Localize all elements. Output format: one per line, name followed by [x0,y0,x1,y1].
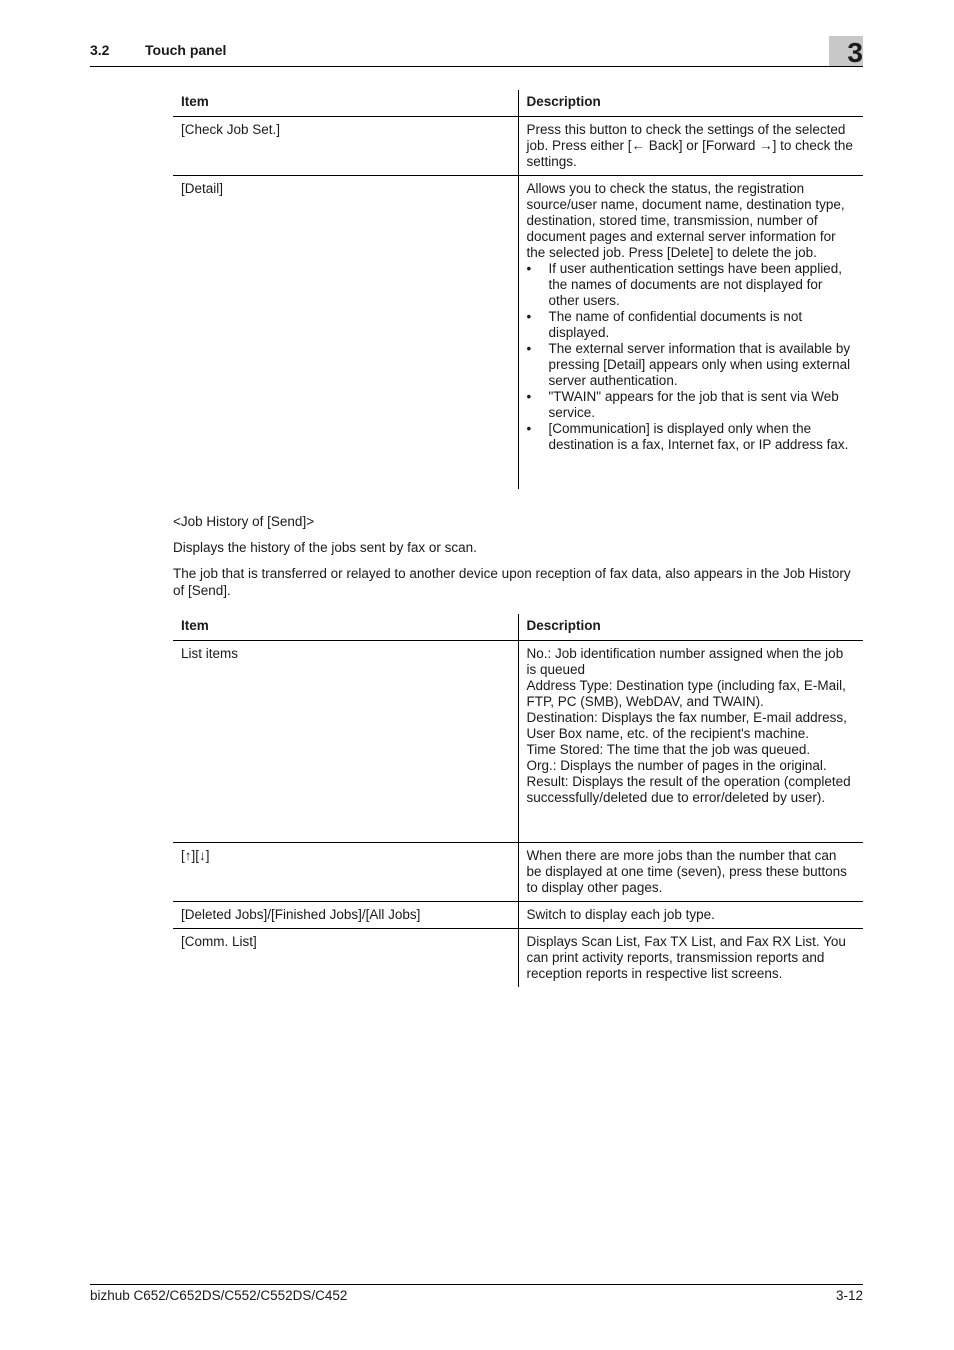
list-item: • "TWAIN" appears for the job that is sent via Web service. [527,389,856,421]
row-description: Displays Scan List, Fax TX List, and Fax RX List. You can print activity reports, transmission reports and reception reports in respective list screens. [526,934,846,981]
list-item: • The external server information that is available by pressing [Detail] appears only when using external server authentication. [527,341,856,389]
row-item: List items [173,641,518,843]
row-item: [Check Job Set.] [173,117,518,176]
page-number: 3-12 [835,1288,863,1303]
section-paragraph-1: Displays the history of the jobs sent by fax or scan. [173,540,477,555]
list-item: • [Communication] is displayed only when the destination is a fax, Internet fax, or IP address fax. [527,421,856,453]
section-heading: <Job History of [Send]> [173,514,315,529]
table-row [173,902,863,929]
row-description [518,641,863,843]
list-item: No.: Job identification number assigned when the job is queued [526,646,844,677]
chapter-number: 3 [829,36,863,66]
table-row [173,641,863,843]
row-item: [Deleted Jobs]/[Finished Jobs]/[All Jobs] [173,902,518,929]
list-item: • The name of confidential documents is not displayed. [527,309,856,341]
table-row [173,843,863,902]
detail-notes-list [527,261,856,453]
row-description [518,176,863,489]
list-item: Destination: Displays the fax number, E-mail address, User Box name, etc. of the recipient's machine. [526,710,847,741]
table-row [173,929,863,988]
column-header-item: Item [173,614,518,641]
row-description: When there are more jobs than the number that can be displayed at one time (seven), press these buttons to display other pages. [518,843,863,902]
detail-table [173,90,863,489]
table-row [173,117,863,176]
list-item: Org.: Displays the number of pages in the original. [526,758,827,773]
list-item: Time Stored: The time that the job was queued. [526,742,811,757]
row-item: [Detail] [173,176,518,489]
column-header-item: Item [173,90,518,117]
send-history-table [173,614,863,987]
row-item: [Comm. List] [173,929,518,988]
row-item: [↑][↓] [173,843,518,902]
section-title: Touch panel [145,42,227,58]
list-item: Address Type: Destination type (including fax, E-Mail, FTP, PC (SMB), WebDAV, and TWAIN). [526,678,846,709]
page-footer [90,1284,863,1303]
row-description: Switch to display each job type. [518,902,863,929]
detail-description-text: Allows you to check the status, the registration source/user name, document name, destination type, destination, stored time, transmission, number of document pages and external server information for the selected job. Press [Delete] to delete the job. [526,181,845,260]
column-header-description: Description [518,614,863,641]
page-header [90,37,863,68]
list-item: • If user authentication settings have been applied, the names of documents are not displayed for other users. [527,261,856,309]
table-row [173,176,863,489]
row-description: Press this button to check the settings of the selected job. Press either [← Back] or [Forward →] to check the settings. [518,117,863,176]
model-name: bizhub C652/C652DS/C552/C552DS/C452 [90,1288,348,1303]
list-item: Result: Displays the result of the operation (completed successfully/deleted due to error/deleted by user). [526,774,851,805]
column-header-description: Description [518,90,863,117]
section-paragraph-2: The job that is transferred or relayed to another device upon reception of fax data, also appears in the Job History of [Send]. [173,566,851,598]
section-number: 3.2 [90,42,110,58]
